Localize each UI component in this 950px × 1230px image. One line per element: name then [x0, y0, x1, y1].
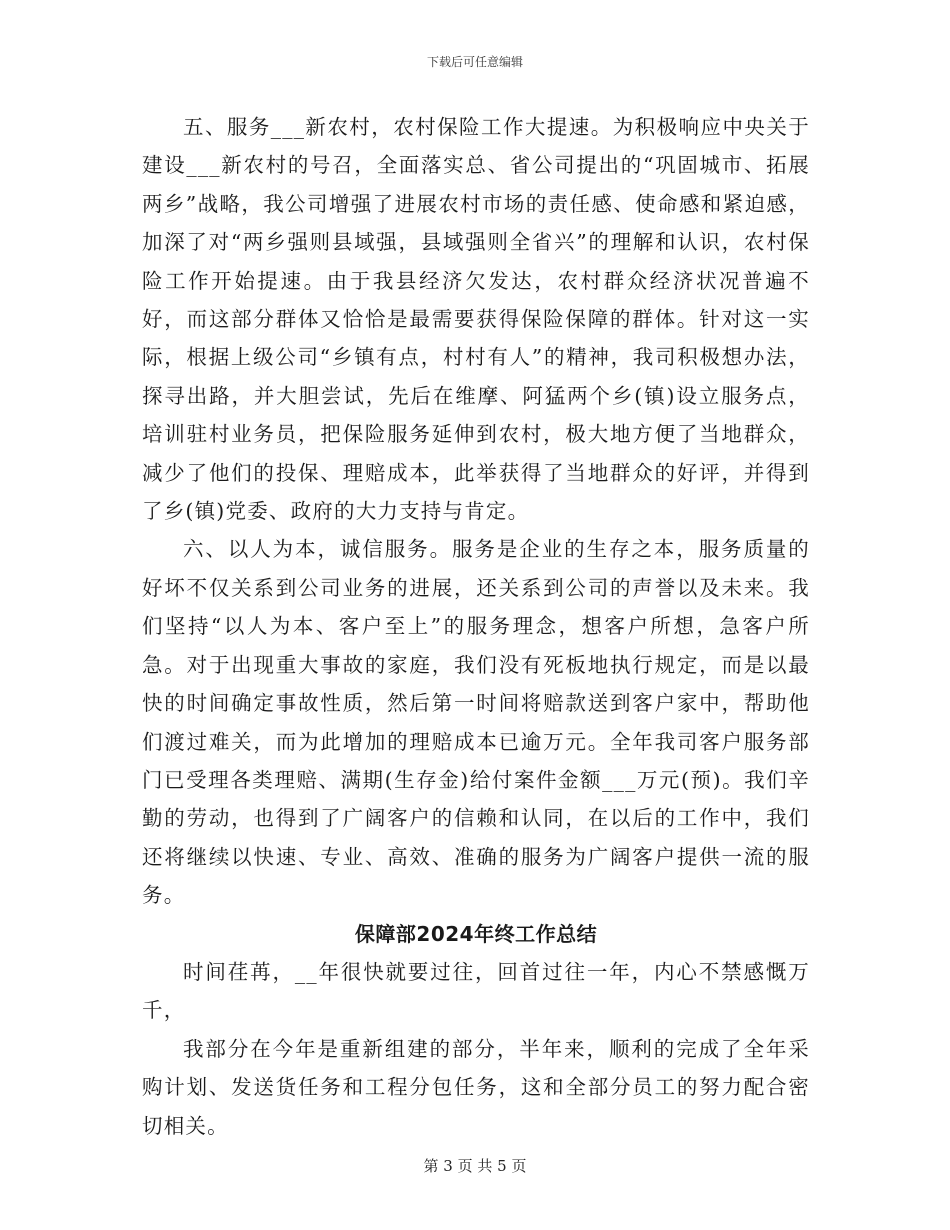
page-footer: 第 3 页 共 5 页: [423, 1157, 527, 1175]
paragraph-section-six: 六、以人为本，诚信服务。服务是企业的生存之本，服务质量的好坏不仅关系到公司业务的进展，还关系到公司的声誉以及未来。我们坚持“以人为本、客户至上”的服务理念，想客户所想，急客户所急。对于出现重大事故的家庭，我们没有死板地执行规定，而是以最快的时间确定事故性质，然后第一时间将赔款送到客户家中，帮助他们渡过难关，而为此增加的理赔成本已逾万元。全年我司客户服务部门已受理各类理赔、满期(生存金)给付案件金额___万元(预)。我们辛勤的劳动，也得到了广阔客户的信赖和认同，在以后的工作中，我们还将继续以快速、专业、高效、准确的服务为广阔客户提供一流的服务。: [142, 537, 810, 908]
page-header: 下载后可任意编辑: [426, 55, 523, 69]
second-document-title: 保障部2024年终工作总结: [354, 921, 598, 946]
paragraph-section-five: 五、服务___新农村，农村保险工作大提速。为积极响应中央关于建设___新农村的号召，全面落实总、省公司提出的“巩固城市、拓展两乡”战略，我公司增强了进展农村市场的责任感、使命感和紧迫感，加深了对“两乡强则县域强，县域强则全省兴”的理解和认识，农村保险工作开始提速。由于我县经济欠发达，农村群众经济状况普遍不好，而这部分群体又恰恰是最需要获得保险保障的群体。针对这一实际，根据上级公司“乡镇有点，村村有人”的精神，我司积极想办法，探寻出路，并大胆尝试，先后在维摩、阿猛两个乡(镇)设立服务点，培训驻村业务员，把保险服务延伸到农村，极大地方便了当地群众，减少了他们的投保、理赔成本，此举获得了当地群众的好评，并得到了乡(镇)党委、政府的大力支持与肯定。: [142, 115, 810, 524]
paragraph-department: 我部分在今年是重新组建的部分，半年来，顺利的完成了全年采购计划、发送货任务和工程分包任务，这和全部分员工的努力配合密切相关。: [142, 1036, 810, 1138]
document-body: [142, 108, 810, 1145]
paragraph-intro: 时间荏苒，__年很快就要过往，回首过往一年，内心不禁感慨万千，: [142, 959, 810, 1023]
